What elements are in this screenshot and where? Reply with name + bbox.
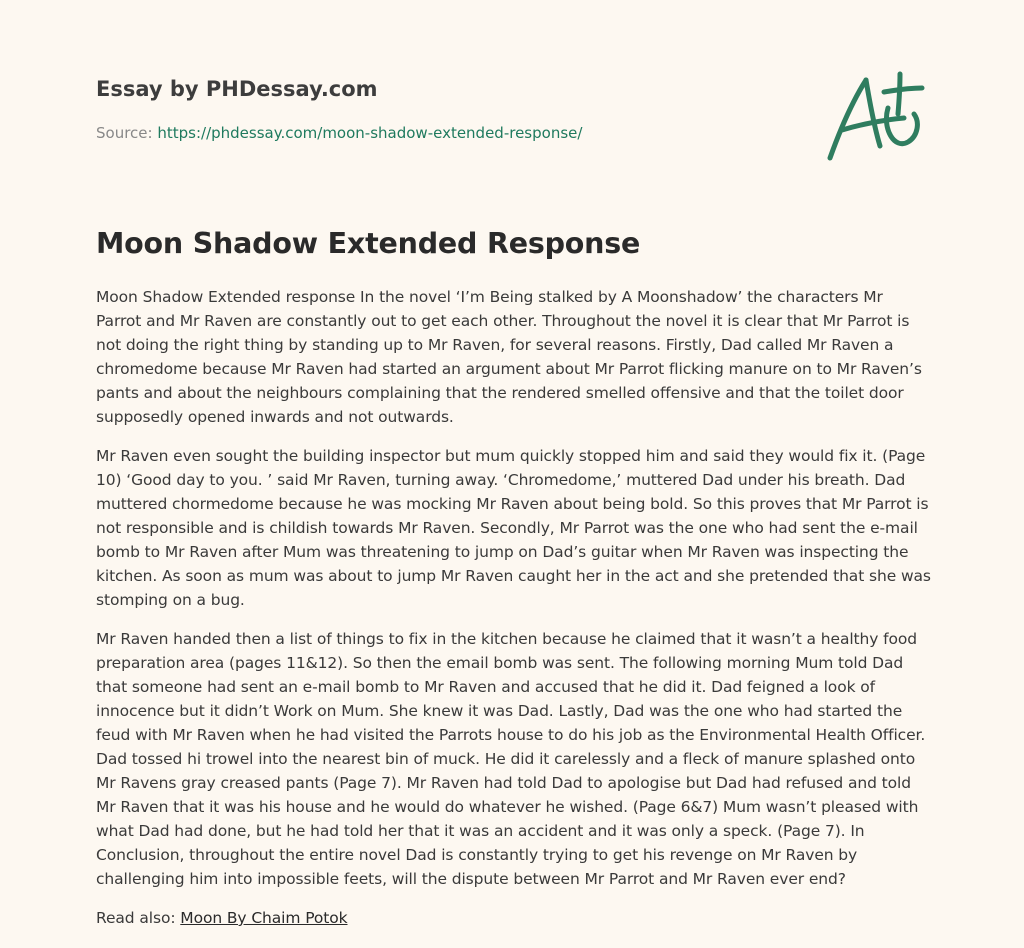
essay-title: Moon Shadow Extended Response [96,227,641,260]
a-plus-logo-icon [822,68,926,166]
source-line [96,122,796,144]
essay-paragraph: Mr Raven even sought the building inspector but mum quickly stopped him and said they would fix it. (Page 10) ‘Good day to you. ’ said Mr Raven, turning away. ‘Chromedome,’ muttered Dad under his breath. Dad muttered chormedome because he was mocking Mr Raven about being bold. So this proves that Mr Parrot is not responsible and is childish towards Mr Raven. Secondly, Mr Parrot was the one who had sent the e-mail bomb to Mr Raven after Mum was threatening to jump on Dad’s guitar when Mr Raven was inspecting the kitchen. As soon as mum was about to jump Mr Raven caught her in the act and she pretended that she was stomping on a bug. [96,447,931,609]
essay-body [96,285,932,945]
read-also-label: Read also: [96,909,176,927]
read-also [96,906,932,930]
read-also-link[interactable]: Moon By Chaim Potok [180,909,348,927]
site-title: Essay by PHDessay.com [96,77,378,101]
essay-paragraph: Mr Raven handed then a list of things to fix in the kitchen because he claimed that it wasn’t a healthy food preparation area (pages 11&12). So then the email bomb was sent. The following morning Mum told Dad that someone had sent an e-mail bomb to Mr Raven and accused that he did it. Dad feigned a look of innocence but it didn’t Work on Mum. She knew it was Dad. Lastly, Dad was the one who had started the feud with Mr Raven when he had visited the Parrots house to do his job as the Environmental Health Officer. Dad tossed hi trowel into the nearest bin of muck. He did it carelessly and a fleck of manure splashed onto Mr Ravens gray creased pants (Page 7). Mr Raven had told Dad to apologise but Dad had refused and told Mr Raven that it was his house and he would do whatever he wished. (Page 6&7) Mum wasn’t pleased with what Dad had done, but he had told her that it was an accident and it was only a speck. (Page 7). In Conclusion, throughout the entire novel Dad is constantly trying to get his revenge on Mr Raven by challenging him into impossible feets, will the dispute between Mr Parrot and Mr Raven ever end? [96,630,926,888]
page-header [96,74,796,144]
source-link[interactable]: https://phdessay.com/moon-shadow-extended-response/ [157,124,583,142]
source-label: Source: [96,124,153,142]
essay-paragraph: Moon Shadow Extended response In the novel ‘I’m Being stalked by A Moonshadow’ the characters Mr Parrot and Mr Raven are constantly out to get each other. Throughout the novel it is clear that Mr Parrot is not doing the right thing by standing up to Mr Raven, for several reasons. Firstly, Dad called Mr Raven a chromedome because Mr Raven had started an argument about Mr Parrot flicking manure on to Mr Raven’s pants and about the neighbours complaining that the rendered smelled offensive and that the toilet door supposedly opened inwards and not outwards. [96,288,922,426]
